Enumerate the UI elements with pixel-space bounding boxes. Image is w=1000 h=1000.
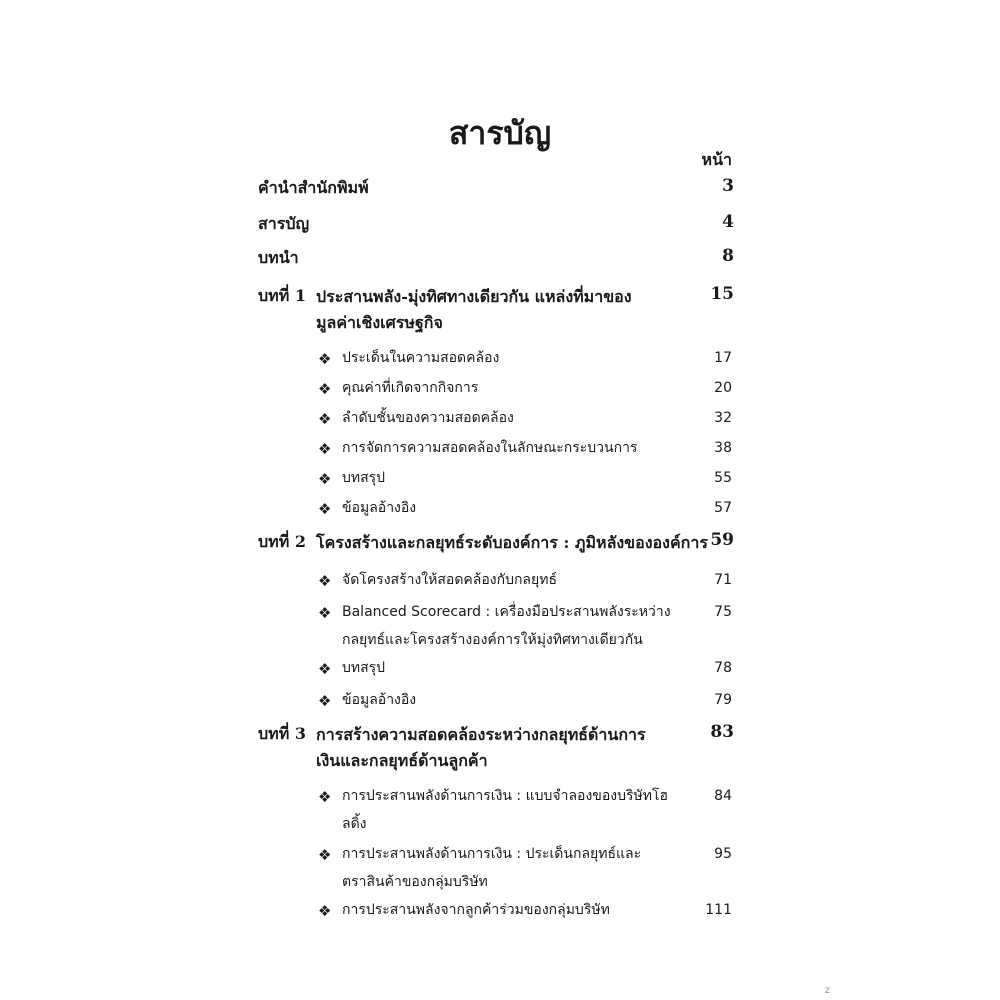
chapter-title: โครงสร้างและกลยุทธ์ระดับองค์การ : ภูมิหลังขององค์การ bbox=[316, 533, 708, 552]
subentry-text: ข้อมูลอ้างอิง bbox=[342, 500, 417, 516]
subentry-page: 111 bbox=[705, 902, 732, 918]
subentry-page: 78 bbox=[714, 660, 732, 676]
subentry-text: การจัดการความสอดคล้องในลักษณะกระบวนการ bbox=[342, 440, 638, 456]
diamond-bullet-icon: ❖ bbox=[318, 500, 332, 518]
subentry-page: 32 bbox=[714, 410, 732, 426]
diamond-bullet-icon: ❖ bbox=[318, 380, 332, 398]
diamond-bullet-icon: ❖ bbox=[318, 846, 332, 864]
subentry-page: 55 bbox=[714, 470, 732, 486]
diamond-bullet-icon: ❖ bbox=[318, 410, 332, 428]
diamond-bullet-icon: ❖ bbox=[318, 902, 332, 920]
subentry-page: 75 bbox=[714, 604, 732, 620]
toc-entry-page: 3 bbox=[722, 176, 734, 196]
subentry-page: 17 bbox=[714, 350, 732, 366]
chapter-title: การสร้างความสอดคล้องระหว่างกลยุทธ์ด้านการเงินและกลยุทธ์ด้านลูกค้า bbox=[316, 725, 646, 770]
toc-entry-page: 8 bbox=[722, 246, 734, 266]
chapter-label: บทที่ 1 bbox=[258, 286, 306, 305]
toc-entry-label: บทนำ bbox=[258, 248, 299, 267]
subentry-text: Balanced Scorecard : เครื่องมือประสานพลังระหว่างกลยุทธ์และโครงสร้างองค์การให้มุ่งทิศทางเดียวกัน bbox=[342, 604, 671, 648]
toc-entry-label: สารบัญ bbox=[258, 214, 310, 233]
diamond-bullet-icon: ❖ bbox=[318, 350, 332, 368]
page-column-header: หน้า bbox=[701, 150, 732, 169]
toc-entry-label: คำนำสำนักพิมพ์ bbox=[258, 178, 369, 197]
subentry-page: 95 bbox=[714, 846, 732, 862]
subentry-page: 71 bbox=[714, 572, 732, 588]
chapter-page: 59 bbox=[710, 530, 734, 550]
subentry-text: การประสานพลังจากลูกค้าร่วมของกลุ่มบริษัท bbox=[342, 902, 610, 918]
subentry-text: คุณค่าที่เกิดจากกิจการ bbox=[342, 380, 479, 396]
subentry-text: ลำดับชั้นของความสอดคล้อง bbox=[342, 410, 514, 426]
chapter-page: 83 bbox=[710, 722, 734, 742]
corner-mark: z bbox=[824, 985, 830, 996]
diamond-bullet-icon: ❖ bbox=[318, 572, 332, 590]
subentry-text: ประเด็นในความสอดคล้อง bbox=[342, 350, 500, 366]
subentry-page: 79 bbox=[714, 692, 732, 708]
subentry-page: 57 bbox=[714, 500, 732, 516]
diamond-bullet-icon: ❖ bbox=[318, 660, 332, 678]
subentry-text: ข้อมูลอ้างอิง bbox=[342, 692, 417, 708]
chapter-label: บทที่ 2 bbox=[258, 532, 306, 551]
subentry-page: 38 bbox=[714, 440, 732, 456]
diamond-bullet-icon: ❖ bbox=[318, 470, 332, 488]
subentry-page: 84 bbox=[714, 788, 732, 804]
subentry-text: จัดโครงสร้างให้สอดคล้องกับกลยุทธ์ bbox=[342, 572, 557, 588]
toc-entry-page: 4 bbox=[722, 212, 734, 232]
chapter-page: 15 bbox=[710, 284, 734, 304]
subentry-page: 20 bbox=[714, 380, 732, 396]
diamond-bullet-icon: ❖ bbox=[318, 692, 332, 710]
subentry-text: บทสรุป bbox=[342, 470, 386, 486]
subentry-text: การประสานพลังด้านการเงิน : แบบจำลองของบริษัทโฮลดิ้ง bbox=[342, 788, 669, 832]
page-title: สารบัญ bbox=[448, 114, 552, 152]
chapter-label: บทที่ 3 bbox=[258, 724, 306, 743]
subentry-text: การประสานพลังด้านการเงิน : ประเด็นกลยุทธ์และตราสินค้าของกลุ่มบริษัท bbox=[342, 846, 642, 890]
subentry-text: บทสรุป bbox=[342, 660, 386, 676]
diamond-bullet-icon: ❖ bbox=[318, 440, 332, 458]
diamond-bullet-icon: ❖ bbox=[318, 788, 332, 806]
diamond-bullet-icon: ❖ bbox=[318, 604, 332, 622]
chapter-title: ประสานพลัง-มุ่งทิศทางเดียวกัน แหล่งที่มาของมูลค่าเชิงเศรษฐกิจ bbox=[316, 287, 632, 332]
